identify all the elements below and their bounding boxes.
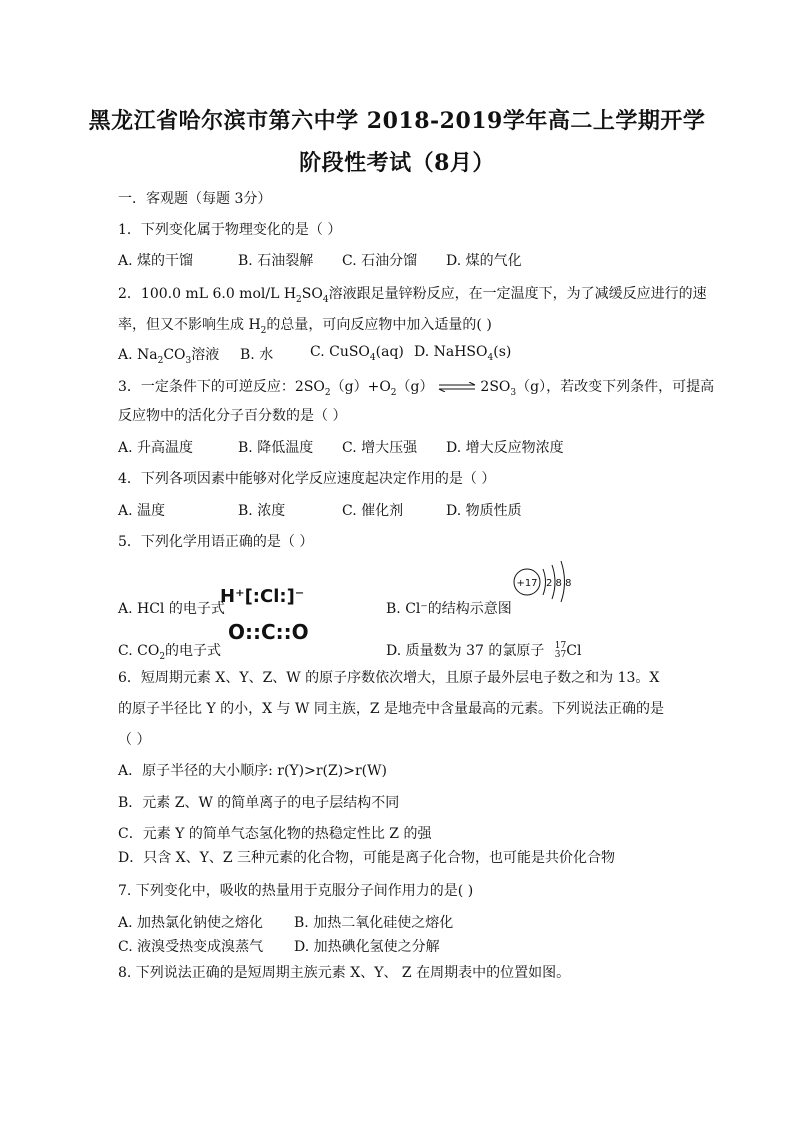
- section-header: 一．客观题（每题 3分）: [118, 191, 272, 207]
- q5-option-b: B. Cl⁻的结构示意图: [386, 601, 512, 617]
- q1-option-b: B. 石油裂解: [238, 253, 314, 269]
- q2-option-c: C. CuSO$_4$(aq): [310, 344, 404, 363]
- q2-option-d: D. NaHSO$_4$(s): [414, 344, 512, 363]
- q2-option-a: A. $Na_2CO_3$溶液: [118, 347, 220, 366]
- q6-stem-line2: 的原子半径比 Y 的小，X 与 W 同主族，Z 是地壳中含量最高的元素。下列说法正确的是: [118, 701, 665, 717]
- q5-option-d: D. 质量数为 37 的氯原子 17 37Cl: [386, 641, 582, 660]
- q2-option-b: B. 水: [240, 347, 274, 363]
- q3-option-c: C. 增大压强: [342, 440, 418, 456]
- q3-stem: 3．一定条件下的可逆反应：$2SO_2(g)+O_2(g)$ $2SO_3(g)$，若改变下列条件，可提高: [118, 379, 715, 398]
- q6-stem: 6．短周期元素 X、Y、Z、W 的原子序数依次增大，且原子最外层电子数之和为 13。X: [118, 670, 660, 686]
- hcl-electron-formula: H⁺[:Cl:]⁻: [220, 586, 305, 607]
- q4-option-c: C. 催化剂: [342, 503, 404, 519]
- q2-stem-line2: 率，但又不影响生成 $H_2$的总量，可向反应物中加入适量的( ): [118, 317, 492, 336]
- q1-option-d: D. 煤的气化: [446, 253, 522, 269]
- q1-option-c: C. 石油分馏: [342, 253, 418, 269]
- chlorine-isotope-notation: 17 37: [554, 641, 567, 660]
- q4-option-a: A. 温度: [118, 503, 166, 519]
- q4-option-d: D. 物质性质: [446, 503, 522, 519]
- q3-option-b: B. 降低温度: [238, 440, 314, 456]
- q4-stem: 4．下列各项因素中能够对化学反应速度起决定作用的是（ ）: [118, 471, 496, 487]
- q6-option-b: B．元素 Z、W 的简单离子的电子层结构不同: [118, 795, 400, 811]
- q3-option-a: A. 升高温度: [118, 440, 194, 456]
- exam-title-line1: 黑龙江省哈尔滨市第六中学 2018-2019学年高二上学期开学: [88, 108, 706, 134]
- reversible-arrow-icon: [438, 382, 476, 392]
- q5-option-a: A. HCl 的电子式: [118, 601, 225, 617]
- q2-stem: 2．100.0 mL 6.0 mol/L $H_2SO_4$溶液跟足量锌粉反应，在一定温度下，为了减缓反应进行的速: [118, 286, 707, 305]
- exam-title-line2: 阶段性考试（8月）: [299, 150, 495, 176]
- co2-electron-formula: O::C::O: [228, 620, 309, 644]
- q7-option-b: B. 加热二氧化硅使之熔化: [294, 915, 454, 931]
- q7-option-a: A. 加热氯化钠使之熔化: [118, 915, 264, 931]
- q4-option-b: B. 浓度: [238, 503, 286, 519]
- q6-option-c: C．元素 Y 的简单气态氢化物的热稳定性比 Z 的强: [118, 826, 432, 842]
- q1-stem: 1．下列变化属于物理变化的是（ ）: [118, 222, 342, 238]
- q3-stem-line2: 反应物中的活化分子百分数的是（ ）: [118, 408, 347, 424]
- electron-shell-counts: 2 8 8: [546, 578, 572, 589]
- nucleus-charge-label: +17: [516, 578, 538, 589]
- q7-option-c: C. 液溴受热变成溴蒸气: [118, 939, 264, 955]
- q5-stem: 5．下列化学用语正确的是（ ）: [118, 534, 314, 550]
- q3-option-d: D. 增大反应物浓度: [446, 440, 564, 456]
- q6-stem-line3: （ ）: [118, 732, 151, 748]
- q1-option-a: A. 煤的干馏: [118, 253, 194, 269]
- q6-option-a: A．原子半径的大小顺序: r(Y)>r(Z)>r(W): [118, 763, 387, 779]
- q5-option-c: C. $CO_2$的电子式: [118, 643, 222, 662]
- q8-stem: 8. 下列说法正确的是短周期主族元素 X、Y、 Z 在周期表中的位置如图。: [118, 965, 571, 981]
- q7-option-d: D. 加热碘化氢使之分解: [294, 939, 440, 955]
- chloride-ion-structure-diagram: [510, 556, 582, 602]
- q7-stem: 7. 下列变化中，吸收的热量用于克服分子间作用力的是( ): [118, 883, 474, 899]
- q6-option-d: D．只含 X、Y、Z 三种元素的化合物，可能是离子化合物，也可能是共价化合物: [118, 850, 616, 866]
